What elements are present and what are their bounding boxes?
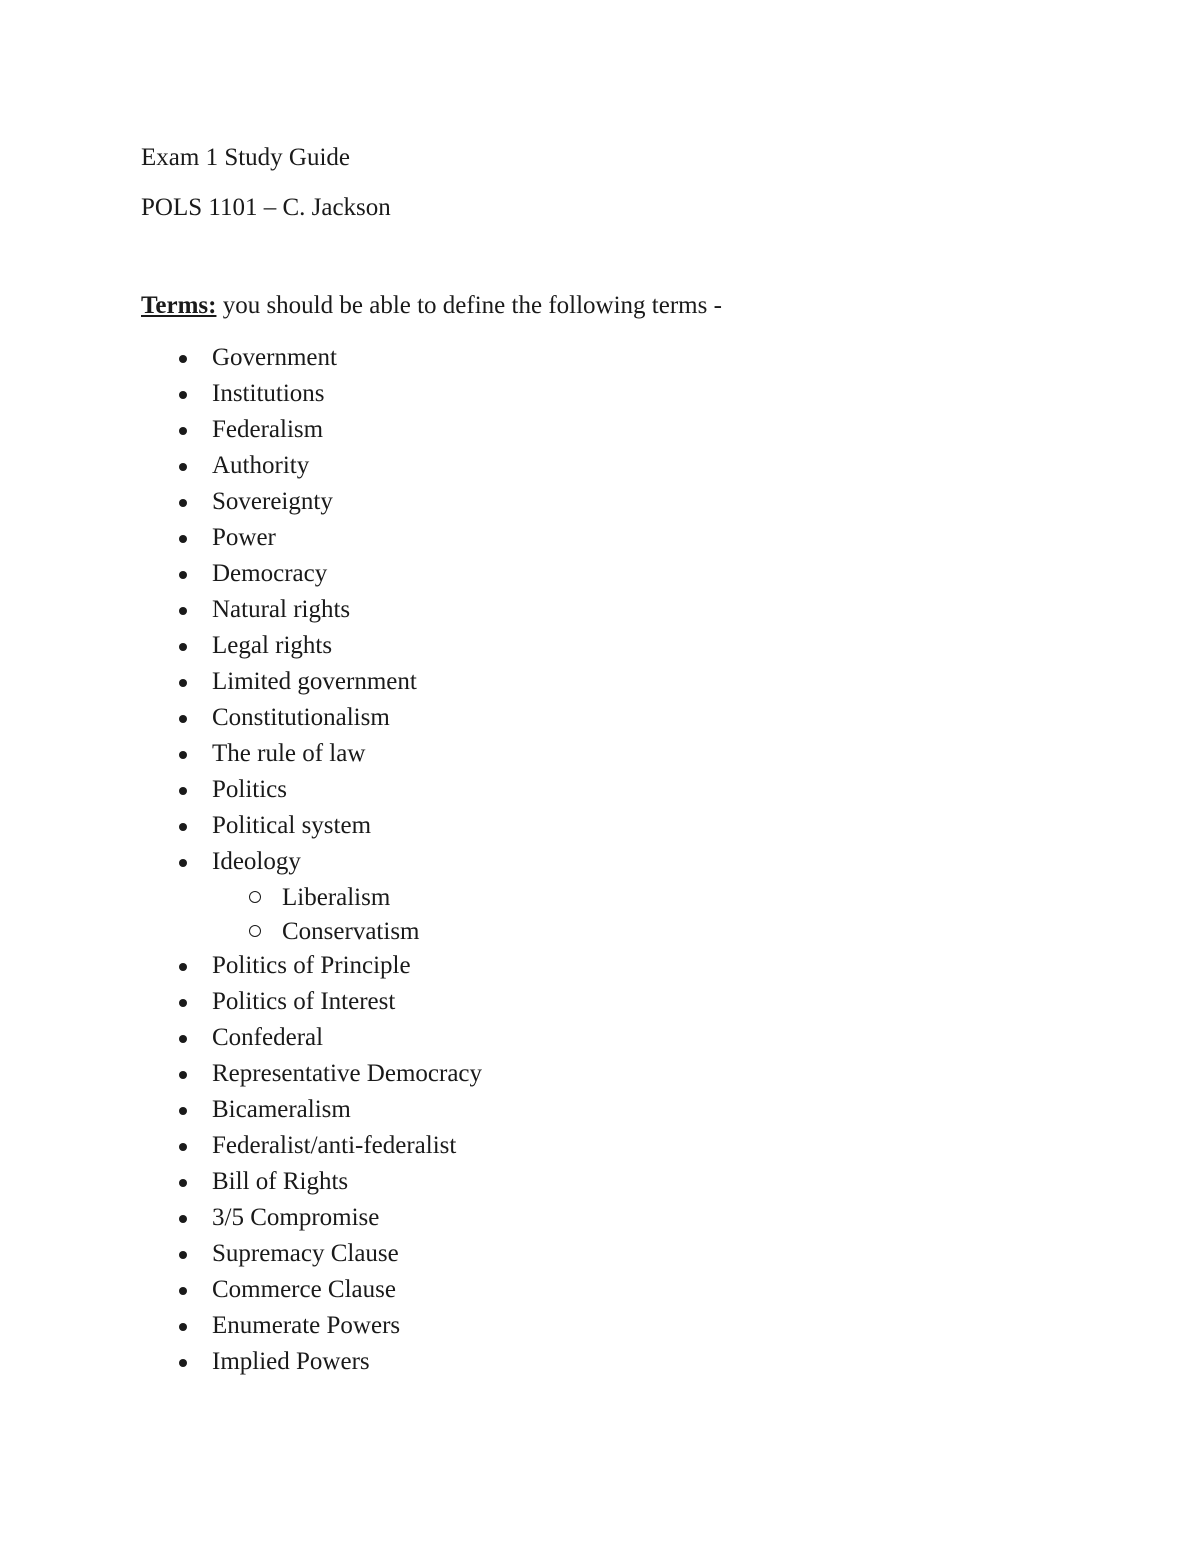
term-label: Politics of Interest (212, 988, 396, 1015)
term-label: Confederal (212, 1024, 324, 1051)
term-label: Bicameralism (212, 1096, 351, 1123)
bullet-icon (179, 679, 187, 687)
bullet-icon (179, 1179, 187, 1187)
course-subtitle: POLS 1101 – C. Jackson (141, 194, 391, 221)
bullet-icon (179, 1215, 187, 1223)
bullet-icon (179, 1287, 187, 1295)
term-label: Power (212, 524, 276, 551)
term-label: Federalism (212, 416, 324, 443)
bullet-icon (179, 643, 187, 651)
term-label: Bill of Rights (212, 1168, 349, 1195)
term-label: Government (212, 344, 337, 371)
term-label: Political system (212, 812, 372, 839)
bullet-icon (179, 1071, 187, 1079)
term-label: Implied Powers (212, 1348, 370, 1375)
term-label: Institutions (212, 380, 325, 407)
bullet-icon (179, 751, 187, 759)
term-label: Natural rights (212, 596, 351, 623)
bullet-icon (179, 427, 187, 435)
term-label: Politics of Principle (212, 952, 411, 979)
bullet-icon (179, 1107, 187, 1115)
term-label: Democracy (212, 560, 328, 587)
bullet-icon (179, 787, 187, 795)
term-label: Sovereignty (212, 488, 333, 515)
term-label: Liberalism (282, 884, 391, 911)
bullet-icon (179, 963, 187, 971)
term-label: Commerce Clause (212, 1276, 396, 1303)
circle-bullet-icon (249, 891, 261, 903)
term-label: Legal rights (212, 632, 333, 659)
bullet-icon (179, 607, 187, 615)
term-label: Politics (212, 776, 288, 803)
term-label: Constitutionalism (212, 704, 390, 731)
bullet-icon (179, 571, 187, 579)
bullet-icon (179, 1323, 187, 1331)
terms-heading: Terms: (141, 292, 217, 319)
bullet-icon (179, 1251, 187, 1259)
term-label: Enumerate Powers (212, 1312, 401, 1339)
term-label: Authority (212, 452, 310, 479)
bullet-icon (179, 1143, 187, 1151)
bullet-icon (179, 535, 187, 543)
bullet-icon (179, 355, 187, 363)
bullet-icon (179, 859, 187, 867)
term-label: Supremacy Clause (212, 1240, 399, 1267)
bullet-icon (179, 1359, 187, 1367)
circle-bullet-icon (249, 925, 261, 937)
terms-instruction: you should be able to define the following terms - (216, 292, 722, 319)
term-label: 3/5 Compromise (212, 1204, 380, 1231)
bullet-icon (179, 499, 187, 507)
term-label: Ideology (212, 848, 301, 875)
bullet-icon (179, 463, 187, 471)
bullet-icon (179, 391, 187, 399)
term-label: Limited government (212, 668, 417, 695)
term-label: Conservatism (282, 918, 420, 945)
bullet-icon (179, 999, 187, 1007)
term-label: Federalist/anti-federalist (212, 1132, 457, 1159)
term-label: Representative Democracy (212, 1060, 483, 1087)
bullet-icon (179, 1035, 187, 1043)
terms-intro (141, 289, 722, 323)
bullet-icon (179, 823, 187, 831)
bullet-icon (179, 715, 187, 723)
document-title: Exam 1 Study Guide (141, 144, 351, 171)
term-label: The rule of law (212, 740, 366, 767)
